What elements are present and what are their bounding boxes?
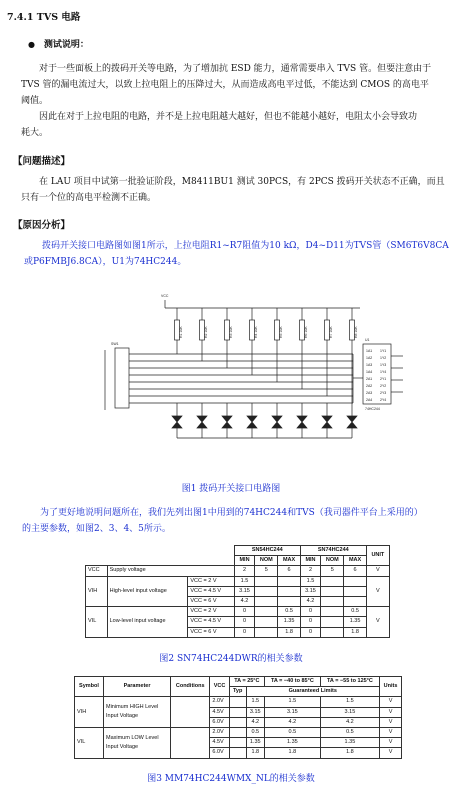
res-label: R3 10K — [229, 326, 233, 338]
cell: 3.15 — [300, 586, 320, 596]
ic-out: 2Y1 — [380, 377, 387, 381]
cell-unit: V — [380, 717, 402, 727]
cell-vcc: 4.5V — [210, 738, 229, 748]
test-desc-heading — [28, 37, 89, 54]
cell: 0.5 — [264, 727, 320, 737]
th-ta125: TA = −55 to 125°C — [320, 677, 379, 687]
cell-unit: V — [366, 576, 389, 607]
cell-unit: V — [380, 748, 402, 758]
cell: 2 — [234, 566, 254, 576]
cell — [255, 617, 278, 627]
ic-out: 1Y4 — [380, 370, 387, 374]
th-min: MIN — [234, 556, 254, 566]
cell: 1.35 — [344, 617, 366, 627]
cell: 4.2 — [234, 596, 254, 606]
table-sn74hc244 — [85, 545, 390, 638]
cell: 0 — [234, 617, 254, 627]
th-units: Units — [380, 677, 402, 697]
cell: 6 — [278, 566, 300, 576]
cell — [229, 727, 246, 737]
cell: 3.15 — [320, 707, 379, 717]
cell-cond: VCC = 6 V — [188, 596, 234, 606]
analysis-l2: 或P6FMBJ6.8CA），U1为74HC244。 — [24, 257, 187, 267]
cell: 1.35 — [264, 738, 320, 748]
cell-sym: VIH — [86, 576, 108, 607]
cell-cond: VCC = 6 V — [188, 627, 234, 637]
ic-out: 1Y2 — [380, 356, 387, 360]
schematic-diagram — [85, 278, 425, 453]
cell-vcc: 2.0V — [210, 697, 229, 707]
test-desc-para1-l2: TVS 管的漏电流过大，以致上拉电阻上的压降过大，从而造成高电平过低，不能达到 CMOS 的高电平 — [21, 80, 429, 90]
cell: 1.35 — [278, 617, 300, 627]
res-label: R8 10K — [354, 326, 358, 338]
test-desc-para1-l1: 对于一些面板上的拨码开关等电路，为了增加抗 ESD 能力，通常需要串入 TVS 管。但要注意由于 — [39, 64, 432, 74]
ic-out: 1Y1 — [380, 349, 387, 353]
cell: 0.5 — [320, 727, 379, 737]
cell-cond — [171, 697, 210, 728]
cell-cond: VCC = 2 V — [188, 576, 234, 586]
table-row — [75, 697, 402, 707]
th-symbol: Symbol — [75, 677, 104, 697]
cell: 1.8 — [278, 627, 300, 637]
cell: 5 — [321, 566, 344, 576]
cell-cond — [171, 727, 210, 758]
switch-label: SW1 — [111, 342, 119, 346]
intro-l1: 为了更好地说明问题所在，我们先列出图1中用到的74HC244和TVS（我司器件平台上采用的） — [40, 508, 423, 518]
table-row — [86, 566, 390, 576]
cell-vcc: 6.0V — [210, 748, 229, 758]
cell — [344, 576, 366, 586]
fig1-caption: 图1 拨码开关接口电路图 — [181, 484, 281, 494]
cell: 4.2 — [300, 596, 320, 606]
cell: 5 — [255, 566, 278, 576]
cell — [255, 627, 278, 637]
cell: 1.8 — [344, 627, 366, 637]
cell — [321, 596, 344, 606]
cell-sym: VIH — [75, 697, 104, 728]
cell-param: Low-level input voltage — [107, 607, 188, 638]
res-label: R4 10K — [254, 326, 258, 338]
cell: 3.15 — [246, 707, 264, 717]
th-param: Parameter — [103, 677, 170, 697]
cell: 1.35 — [246, 738, 264, 748]
ic-type: 74HC244 — [365, 407, 380, 411]
cell-sym: VIL — [86, 607, 108, 638]
th-typ: Typ — [229, 687, 246, 697]
cell: 4.2 — [246, 717, 264, 727]
param-line2: Input Voltage — [105, 713, 139, 720]
ic-pin: 1A1 — [366, 349, 373, 353]
ic-pin: 1A3 — [366, 363, 373, 367]
fig2-caption: 图2 SN74HC244DWR的相关参数 — [159, 654, 303, 664]
th-nom: NOM — [255, 556, 278, 566]
cell: 1.5 — [234, 576, 254, 586]
cell: 0.5 — [278, 607, 300, 617]
res-label: R5 10K — [279, 326, 283, 338]
cell: 1.5 — [320, 697, 379, 707]
cell-unit: V — [380, 697, 402, 707]
cell — [278, 596, 300, 606]
ic-pin: 2A1 — [366, 377, 373, 381]
cell-unit: V — [380, 727, 402, 737]
test-desc-para2-l2: 耗大。 — [21, 128, 49, 138]
cell: 0 — [234, 607, 254, 617]
cell: 4.2 — [264, 717, 320, 727]
cell-unit: V — [366, 607, 389, 638]
cell — [321, 576, 344, 586]
cell-vcc: 4.5V — [210, 707, 229, 717]
cell-cond: VCC = 4.5 V — [188, 586, 234, 596]
ic-pin: 1A2 — [366, 356, 373, 360]
cell: 0 — [300, 607, 320, 617]
res-label: R1 10K — [179, 326, 183, 338]
table-mm74hc244 — [74, 676, 402, 759]
vcc-label: VCC — [161, 294, 169, 298]
th-sn54: SN54HC244 — [234, 546, 300, 556]
cell — [321, 627, 344, 637]
cell: 4.2 — [320, 717, 379, 727]
table-row — [75, 727, 402, 737]
cell-param: Supply voltage — [107, 566, 234, 576]
test-desc-para1-l3: 阈值。 — [21, 96, 49, 106]
cell: 1.8 — [320, 748, 379, 758]
cell: 6 — [344, 566, 366, 576]
cell: 1.8 — [264, 748, 320, 758]
th-nom: NOM — [321, 556, 344, 566]
cell-vcc: 2.0V — [210, 727, 229, 737]
cell — [229, 697, 246, 707]
cell: 2 — [300, 566, 320, 576]
cell-sym: VIL — [75, 727, 104, 758]
th-unit: UNIT — [366, 546, 389, 566]
cell — [229, 717, 246, 727]
section-heading: 7.4.1 TVS 电路 — [7, 12, 81, 23]
analysis-l1: 拨码开关接口电路图如图1所示，上拉电阻R1~R7阻值为10 kΩ，D4~D11为TVS管（SM6T6V8CA — [42, 241, 449, 251]
cell: 1.35 — [320, 738, 379, 748]
cell-param: High-level input voltage — [107, 576, 188, 607]
param-line2: Input Voltage — [105, 743, 139, 750]
th-cond: Conditions — [171, 677, 210, 697]
ic-out: 1Y3 — [380, 363, 387, 367]
param-line1: Maximum LOW Level — [105, 734, 159, 741]
ic-pin: 2A3 — [366, 391, 373, 395]
cell: 0 — [300, 617, 320, 627]
cell — [255, 576, 278, 586]
problem-l2: 只有一个位的高电平检测不正确。 — [21, 193, 157, 203]
cell: 0.5 — [246, 727, 264, 737]
table-row — [86, 607, 390, 617]
cell: 1.8 — [246, 748, 264, 758]
cell: 0.5 — [344, 607, 366, 617]
cell-sym: VCC — [86, 566, 108, 576]
cell-cond: VCC = 2 V — [188, 607, 234, 617]
cell-unit: V — [380, 707, 402, 717]
cell-cond: VCC = 4.5 V — [188, 617, 234, 627]
th-ta25: TA = 25°C — [229, 677, 264, 687]
cell — [255, 586, 278, 596]
cell: 1.5 — [264, 697, 320, 707]
ic-pin: 1A4 — [366, 370, 373, 374]
problem-l1: 在 LAU 项目中试第一批验证阶段，M8411BU1 测试 30PCS，有 2PCS 拨码开关状态不正确，而且 — [39, 177, 445, 187]
bullet-icon: ● — [28, 40, 35, 49]
cell-unit: V — [380, 738, 402, 748]
cell — [321, 617, 344, 627]
test-desc-label: 测试说明： — [43, 40, 89, 50]
th-vcc: VCC — [210, 677, 229, 697]
cell — [344, 596, 366, 606]
cell — [255, 596, 278, 606]
cell: 1.5 — [300, 576, 320, 586]
cell: 0 — [234, 627, 254, 637]
th-max: MAX — [344, 556, 366, 566]
intro-l2: 的主要参数，如图2、3、4、5所示。 — [22, 524, 171, 534]
analysis-title: 【原因分析】 — [13, 220, 71, 231]
cell — [344, 586, 366, 596]
problem-title: 【问题描述】 — [13, 156, 71, 167]
fig3-caption: 图3 MM74HC244WMX_NL的相关参数 — [147, 774, 315, 784]
res-label: R2 10K — [204, 326, 208, 338]
cell-param — [103, 727, 170, 758]
cell-vcc: 6.0V — [210, 717, 229, 727]
ic-out: 2Y3 — [380, 391, 387, 395]
cell — [229, 738, 246, 748]
res-label: R7 10K — [329, 326, 333, 338]
ic-out: 2Y4 — [380, 398, 387, 402]
cell — [278, 586, 300, 596]
cell — [321, 586, 344, 596]
cell-param — [103, 697, 170, 728]
th-max: MAX — [278, 556, 300, 566]
ic-out: 2Y2 — [380, 384, 387, 388]
ic-pin: 2A4 — [366, 398, 373, 402]
param-line1: Minimum HIGH Level — [105, 704, 159, 711]
res-label: R6 10K — [304, 326, 308, 338]
test-desc-para2-l1: 因此在对于上拉电阻的电路，并不是上拉电阻越大越好，但也不能越小越好，电阻太小会导致功 — [39, 112, 418, 122]
cell: 3.15 — [264, 707, 320, 717]
cell — [278, 576, 300, 586]
cell: 0 — [300, 627, 320, 637]
cell — [229, 748, 246, 758]
th-ta85: TA = −40 to 85°C — [264, 677, 320, 687]
table-row — [86, 576, 390, 586]
cell — [229, 707, 246, 717]
th-guar: Guaranteed Limits — [246, 687, 380, 697]
cell: 3.15 — [234, 586, 254, 596]
cell: 1.5 — [246, 697, 264, 707]
cell: V — [366, 566, 389, 576]
ic-name: U1 — [365, 338, 370, 342]
th-sn74: SN74HC244 — [300, 546, 366, 556]
cell — [321, 607, 344, 617]
ic-pin: 2A2 — [366, 384, 373, 388]
th-min: MIN — [300, 556, 320, 566]
cell — [255, 607, 278, 617]
